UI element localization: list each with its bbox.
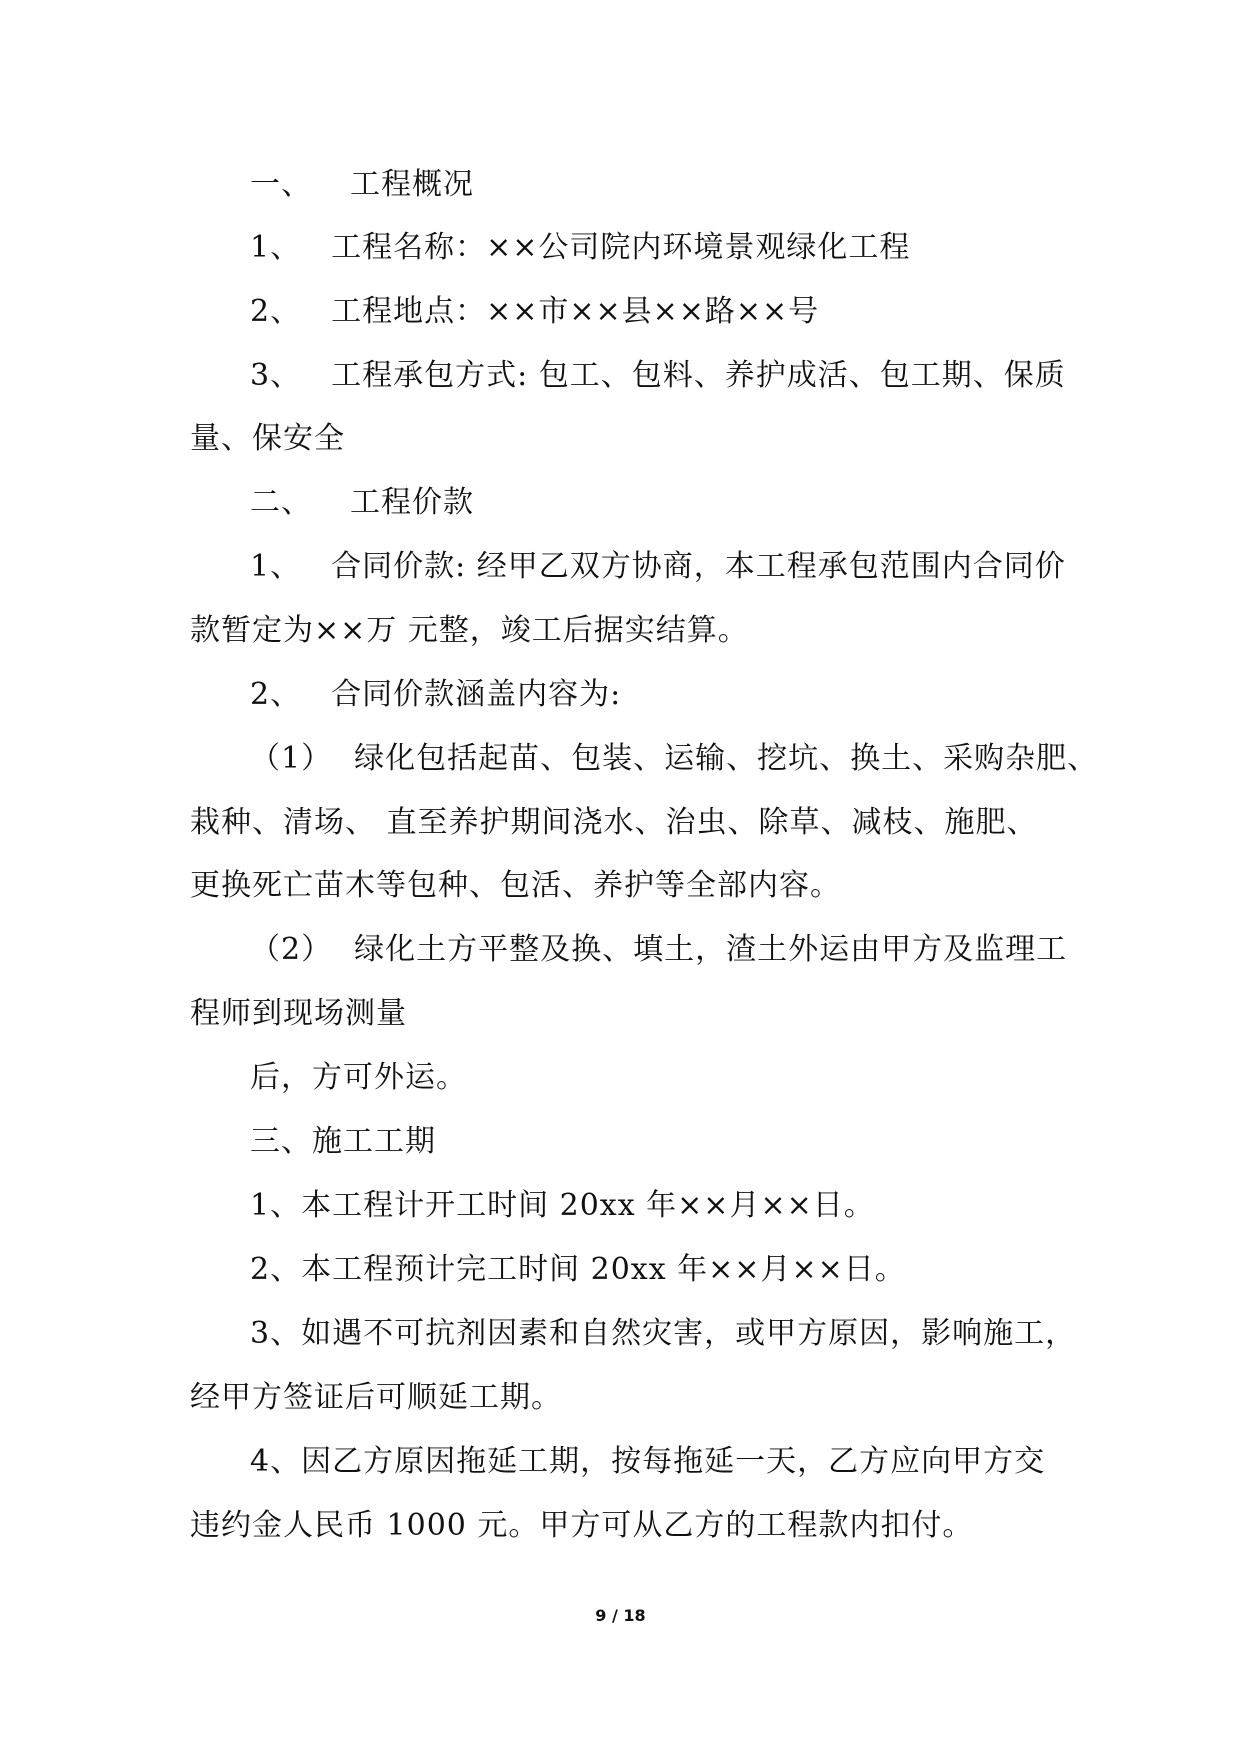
item-text: 绿化土方平整及换、填土，渣土外运由甲方及监理工 xyxy=(354,932,1068,967)
section-heading-3 xyxy=(250,1122,436,1162)
item-number: （1） xyxy=(250,741,333,776)
item-number: （2） xyxy=(250,932,333,967)
item-text: 程师到现场测量 xyxy=(190,996,407,1031)
paragraph-line xyxy=(190,866,841,906)
item-text: 款暂定为××万 元整，竣工后据实结算。 xyxy=(190,613,749,648)
paragraph-line xyxy=(190,1378,562,1418)
section-title: 工程价款 xyxy=(350,485,474,520)
paragraph-line xyxy=(190,994,407,1034)
item-text: 合同价款涵盖内容为: xyxy=(331,677,622,712)
paragraph-line xyxy=(250,930,1067,970)
item-text: 工程名称：××公司院内环境景观绿化工程 xyxy=(331,230,911,265)
section-title: 三、施工工期 xyxy=(250,1124,436,1159)
section-number: 二、 xyxy=(250,485,312,520)
paragraph-line xyxy=(190,611,749,651)
item-text: 量、保安全 xyxy=(190,421,345,456)
paragraph-line xyxy=(250,228,910,268)
item-text: 1、本工程计开工时间 20xx 年××月××日。 xyxy=(250,1188,875,1223)
section-title: 工程概况 xyxy=(350,167,474,202)
paragraph-line xyxy=(250,1058,467,1098)
paragraph-line xyxy=(250,739,1098,779)
paragraph-line xyxy=(190,419,345,459)
item-text: 合同价款: 经甲乙双方协商，本工程承包范围内合同价 xyxy=(331,549,1066,584)
section-heading-1 xyxy=(250,165,474,205)
section-number: 一、 xyxy=(250,167,312,202)
item-number: 3、 xyxy=(250,358,302,393)
item-text: 后，方可外运。 xyxy=(250,1060,467,1095)
item-text: 更换死亡苗木等包种、包活、养护等全部内容。 xyxy=(190,868,841,903)
item-text: 绿化包括起苗、包装、运输、挖坑、换土、采购杂肥、 xyxy=(354,741,1099,776)
item-text: 工程承包方式: 包工、包料、养护成活、包工期、保质 xyxy=(331,358,1066,393)
page-number: 9 / 18 xyxy=(595,1606,646,1625)
item-text: 栽种、清场、 直至养护期间浇水、治虫、除草、减枝、施肥、 xyxy=(190,805,1038,840)
paragraph-line xyxy=(190,1506,973,1546)
item-text: 经甲方签证后可顺延工期。 xyxy=(190,1380,562,1415)
paragraph-line xyxy=(250,547,1066,587)
paragraph-line xyxy=(250,675,621,715)
paragraph-line xyxy=(250,292,819,332)
paragraph-line xyxy=(250,356,1066,396)
paragraph-line xyxy=(250,1314,1076,1354)
item-text: 3、如遇不可抗剂因素和自然灾害，或甲方原因，影响施工， xyxy=(250,1316,1077,1351)
item-number: 1、 xyxy=(250,230,302,265)
item-text: 2、本工程预计完工时间 20xx 年××月××日。 xyxy=(250,1252,906,1287)
item-number: 1、 xyxy=(250,549,302,584)
paragraph-line xyxy=(190,803,1038,843)
paragraph-line xyxy=(250,1442,1045,1482)
paragraph-line xyxy=(250,1250,906,1290)
section-heading-2 xyxy=(250,483,474,523)
item-text: 工程地点：××市××县××路××号 xyxy=(331,294,820,329)
item-number: 2、 xyxy=(250,294,302,329)
item-text: 违约金人民币 1000 元。甲方可从乙方的工程款内扣付。 xyxy=(190,1508,974,1543)
item-number: 2、 xyxy=(250,677,302,712)
item-text: 4、因乙方原因拖延工期，按每拖延一天，乙方应向甲方交 xyxy=(250,1444,1046,1479)
paragraph-line xyxy=(250,1186,875,1226)
